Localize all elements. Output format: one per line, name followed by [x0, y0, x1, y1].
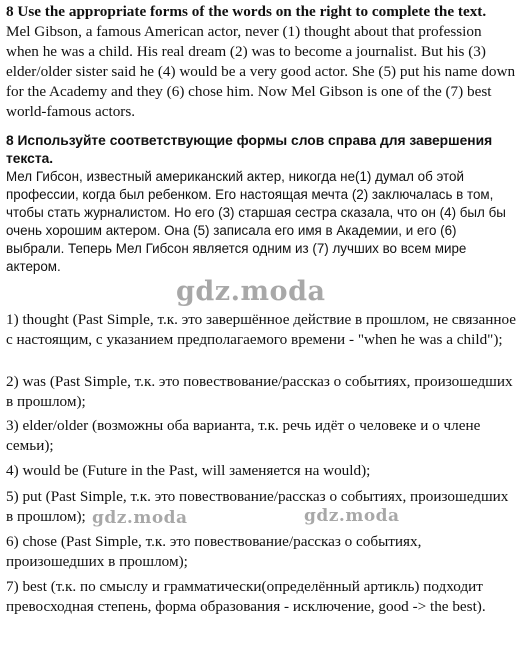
answer-3: 3) elder/older (возможны оба варианта, т.к. речь идёт о человеке и о члене семьи);: [6, 417, 481, 454]
watermark: gdz.moda: [304, 506, 400, 526]
english-text: Mel Gibson, a famous American actor, never (1) thought about that profession when he was a child. His real dream (2) was to become a journalist. But his (3) elder/older sister said he (4) would be a very good actor. She (5) put his name down for the Academy and they (6) chose him. Now Mel Gibson is one of the (7) best world-famous actors.: [6, 23, 516, 120]
watermark: gdz.moda: [92, 508, 188, 528]
watermark: gdz.moda: [176, 276, 326, 307]
answer-2: 2) was (Past Simple, т.к. это повествование/рассказ о событиях, произошедших в прошлом);: [6, 373, 513, 410]
english-heading: 8 Use the appropriate forms of the words on the right to complete the text.: [6, 3, 487, 20]
russian-heading: 8 Используйте соответствующие формы слов справа для завершения текста.: [6, 133, 493, 166]
answer-5: 5) put (Past Simple, т.к. это повествование/рассказ о событиях, произошедших в прошлом);: [6, 488, 509, 525]
answer-4: 4) would be (Future in the Past, will заменяется на would);: [6, 462, 371, 479]
russian-text: Мел Гибсон, известный американский актер, никогда не(1) думал об этой профессии, когда был ребенком. Его настоящая мечта (2) заключалась в том, чтобы стать журналистом. Но его (3) старшая сестра сказала, что он (4) был бы очень хорошим актером. Она (5) записала его имя в Академии, и его (6) выбрали. Теперь Мел Гибсон является одним из (7) лучших во всем мире актером.: [6, 169, 506, 274]
answer-7: 7) best (т.к. по смыслу и грамматически(определённый артикль) подходит превосходная степень, форма образования - исключение, good -> the best).: [6, 578, 486, 615]
answer-6: 6) chose (Past Simple, т.к. это повествование/рассказ о событиях, произошедших в прошлом);: [6, 533, 422, 570]
answer-1: 1) thought (Past Simple, т.к. это завершённое действие в прошлом, не связанное с настоящим, с указанием предполагаемого времени - "when he was a child");: [6, 311, 516, 348]
